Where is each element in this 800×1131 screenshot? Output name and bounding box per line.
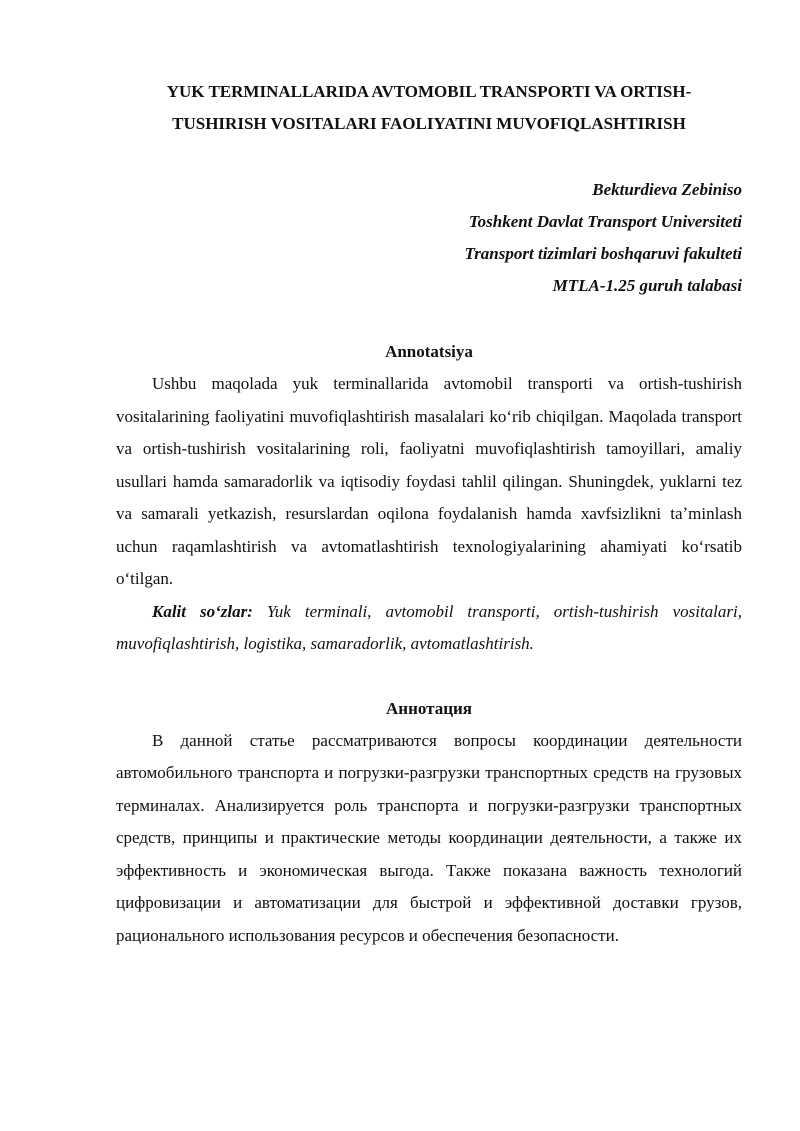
- author-faculty: Transport tizimlari boshqaruvi fakulteti: [464, 244, 742, 263]
- keywords-label: Kalit soʻzlar:: [152, 601, 253, 621]
- author-university: Toshkent Davlat Transport Universiteti: [468, 212, 742, 231]
- abstract-ru-heading: Аннотация: [386, 698, 472, 718]
- author-group: MTLA-1.25 guruh talabasi: [552, 276, 742, 295]
- author-block: [116, 174, 742, 302]
- title-line-1: YUK TERMINALLARIDA AVTOMOBIL TRANSPORTI VA ORTISH-: [166, 82, 692, 101]
- keywords-list: Yuk terminali, avtomobil transporti, ortish-tushirish vositalari, muvofiqlashtirish, logistika, samaradorlik, avtomatlashtirish.: [116, 601, 742, 653]
- author-name: Bekturdieva Zebiniso: [592, 180, 742, 199]
- title-line-2: TUSHIRISH VOSITALARI FAOLIYATINI MUVOFIQLASHTIRISH: [172, 114, 686, 133]
- abstract-ru-text: В данной статье рассматриваются вопросы координации деятельности автомобильного транспорта и погрузки-разгрузки транспортных средств на грузовых терминалах. Анализируется роль транспорта и погрузки-разгрузки транспортных средств, принципы и практические методы координации деятельности, а также их эффективность и экономическая выгода. Также показана важность технологий цифровизации и автоматизации для быстрой и эффективной доставки грузов, рационального использования ресурсов и обеспечения безопасности.: [116, 730, 742, 945]
- abstract-uz-text: Ushbu maqolada yuk terminallarida avtomobil transporti va ortish-tushirish vositalarining faoliyatini muvofiqlashtirish masalalari koʻrib chiqilgan. Maqolada transport va ortish-tushirish vositalarining roli, faoliyatni muvofiqlashtirish tamoyillari, amaliy usullari hamda samaradorlik va iqtisodiy foydasi tahlil qilingan. Shuningdek, yuklarni tez va samarali yetkazish, resurslardan oqilona foydalanish hamda xavfsizlikni taʼminlash uchun raqamlashtirish va avtomatlashtirish texnologiyalarining ahamiyati koʻrsatib oʻtilgan.: [116, 374, 742, 588]
- paper-page: [116, 68, 742, 952]
- abstract-uz-heading: Annotatsiya: [385, 342, 473, 361]
- keywords: [116, 596, 742, 661]
- paper-title: [116, 68, 742, 140]
